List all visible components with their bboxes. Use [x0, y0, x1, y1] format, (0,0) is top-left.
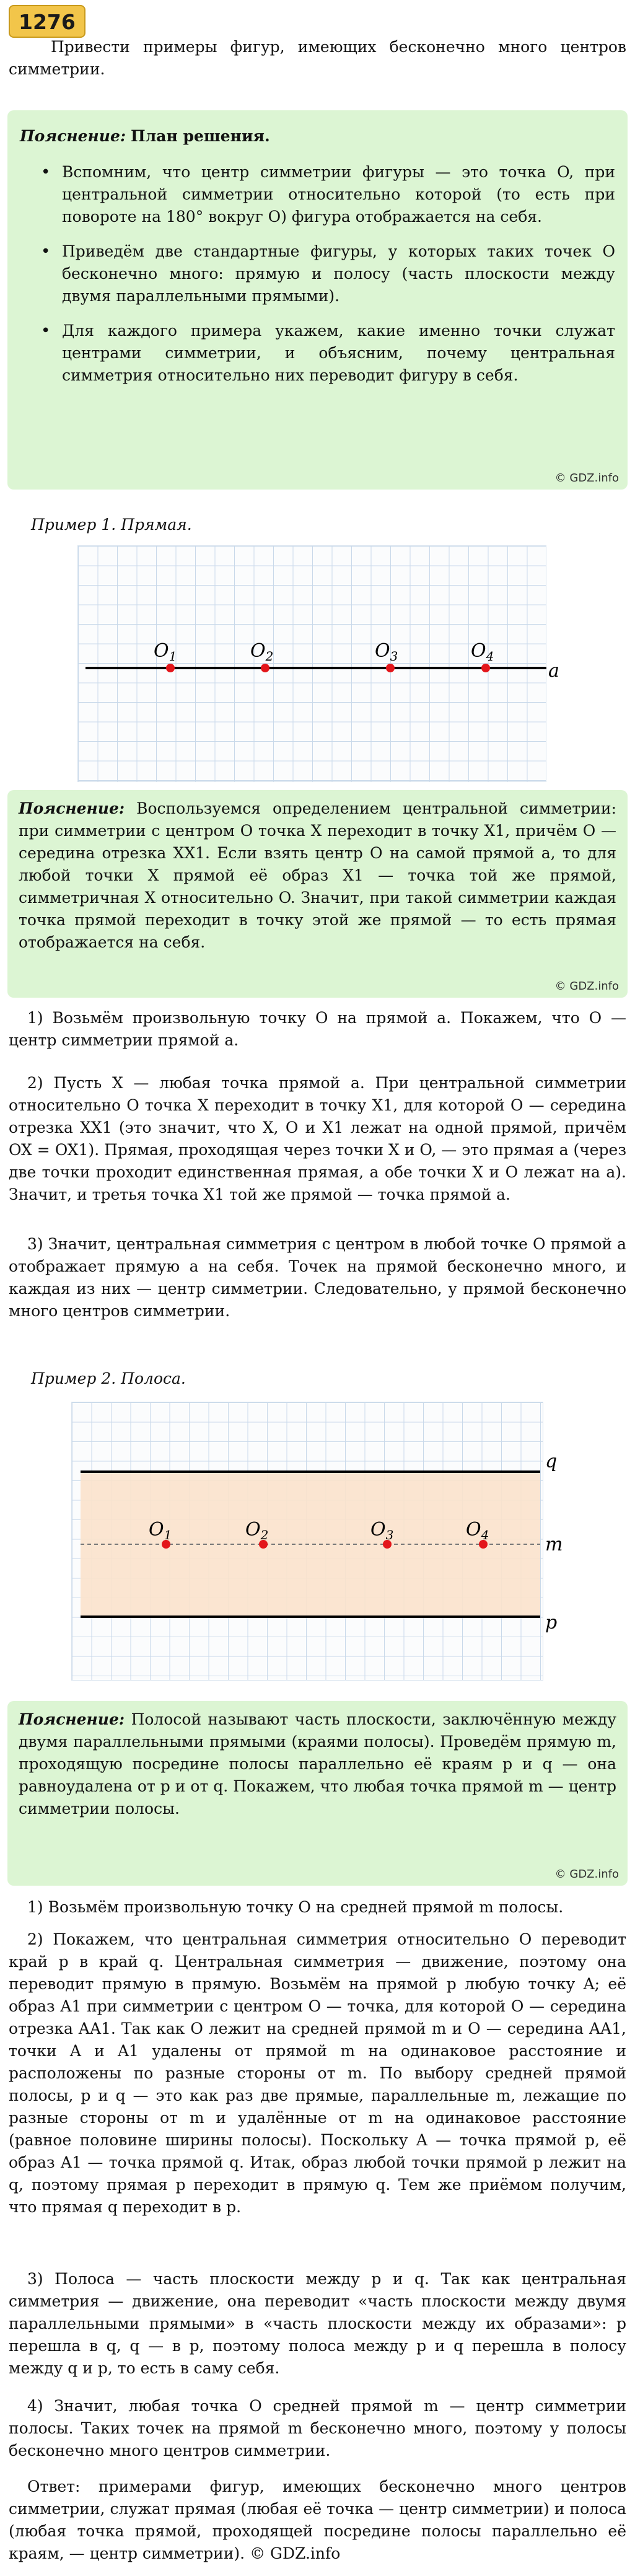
task-number-badge: 1276	[9, 5, 85, 38]
note-line	[7, 790, 628, 998]
point-o3	[386, 664, 395, 672]
label-o3: $O_3$	[370, 1519, 394, 1542]
answer: Ответ: примерами фигур, имеющих бесконечно много центров симметрии, служат прямая (любая её точка — центр симметрии) и полоса (любая точка прямой, проходящей посредине полосы параллельно её краям, — центр симметрии). © GDZ.info	[9, 2477, 626, 2562]
plan-item: • Приведём две стандартные фигуры, у которых таких точек O бесконечно много: прямую и полосу (часть плоскости между двумя параллельными прямыми).	[20, 240, 615, 307]
point-o4	[481, 664, 490, 672]
note-strip	[7, 1701, 628, 1886]
credit: © GDZ.info	[554, 980, 619, 993]
solution1-step: 2) Пусть X — любая точка прямой a. При центральной симметрии относительно O точка X переходит в точку X1, для которой O — середина отрезка XX1 (это значит, что X, O и X1 лежат на одной прямой, причём OX = OX1). Прямая, проходящая через точки X и O, — это прямая a (через две точки проходит единственная прямая, а обе точки X и O лежат на a). Значит, и третья точка X1 той же прямой — точка прямой a.	[9, 1074, 626, 1203]
label-q: q	[545, 1451, 558, 1472]
label-o1: $O_1$	[149, 1519, 172, 1542]
point-o1	[166, 664, 175, 672]
solution1-step: 3) Значит, центральная симметрия с центром в любой точке O прямой a отображает прямую a на себя. Точек на прямой бесконечно много, и каждая из них — центр симметрии. Следовательно, у прямой бесконечно много центров симметрии.	[9, 1235, 626, 1320]
note-lead: Пояснение:	[19, 1710, 125, 1728]
solution2-step: 2) Покажем, что центральная симметрия относительно O переводит край p в край q. Центральная симметрия — движение, поэтому она переводит прямую в прямую. Возьмём на прямой p любую точку A; её образ A1 при симметрии с центром O — точка, для которой O — середина отрезка AA1. Так как O лежит на средней прямой m и O — середина AA1, точки A и A1 удалены от прямой m на одинаковое расстояние и расположены по разные стороны от m. По выбору средней прямой полосы, p и q — это как раз две прямые, параллельные m, лежащие по разные стороны от m и удалённые от m на одинаковое расстояние (равное половине ширины полосы). Поскольку A — точка прямой p, её образ A1 — точка прямой q. Итак, образ любой точки прямой p лежит на q, поэтому прямая p переходит в прямую q. Тем же приёмом получим, что прямая q переходит в p.	[9, 1930, 626, 2216]
example2-drawing	[0, 1394, 635, 1692]
label-m: m	[545, 1534, 563, 1555]
label-o4: $O_4$	[466, 1519, 489, 1542]
example1-title: Пример 1. Прямая.	[31, 516, 192, 534]
solution2-step: 1) Возьмём произвольную точку O на средней прямой m полосы.	[27, 1898, 564, 1916]
label-o2: $O_2$	[245, 1519, 269, 1542]
note-line-text	[19, 798, 616, 954]
label-o4: $O_4$	[471, 640, 494, 664]
label-o3: $O_3$	[375, 640, 398, 664]
example2-title: Пример 2. Полоса.	[31, 1369, 186, 1387]
note-lead: Пояснение:	[20, 127, 126, 145]
note-body: Полосой называют часть плоскости, заключённую между двумя параллельными прямыми (краями полосы). Проведём прямую m, проходящую посредине полосы параллельно её краям p и q — она равноудалена от p и от q. Покажем, что любая точка прямой m — центр симметрии полосы.	[19, 1710, 616, 1818]
solution2-step: 4) Значит, любая точка O средней прямой m — центр симметрии полосы. Таких точек на прямой m бесконечно много, поэтому у полосы бесконечно много центров симметрии.	[9, 2397, 626, 2460]
label-o2: $O_2$	[250, 640, 274, 664]
line-a-label: a	[548, 660, 559, 682]
solution2-step: 3) Полоса — часть плоскости между p и q. Так как центральная симметрия — движение, она переводит «часть плоскости между двумя параллельными прямыми» в «часть плоскости между их образами»: p перешла в q, q — в p, поэтому полоса между p и q перешла в полосу между q и p, то есть в саму себя.	[9, 2270, 626, 2377]
solution1-step: 1) Возьмём произвольную точку O на прямой a. Покажем, что O — центр симметрии прямой a.	[9, 1009, 626, 1049]
credit: © GDZ.info	[554, 472, 619, 485]
task-text: Привести примеры фигур, имеющих бесконечно много центров симметрии.	[9, 38, 626, 78]
note-strip-text	[19, 1708, 616, 1820]
note-lead: Пояснение:	[19, 799, 125, 817]
example1-drawing	[0, 0, 635, 806]
note-plan-title: План решения.	[131, 127, 270, 145]
plan-item: • Для каждого примера укажем, какие именно точки служат центрами симметрии, и объясним, почему центральная симметрия относительно них переводит фигуру в себя.	[20, 320, 615, 387]
note-body: Воспользуемся определением центральной симметрии: при симметрии с центром O точка X переходит в точку X1, причём O — середина отрезка XX1. Если взять центр O на самой прямой a, то для любой точки X прямой её образ X1 — точка той же прямой, симметричная X относительно O. Значит, при такой симметрии каждая точка прямой переходит в точку этой же прямой — то есть прямая отображается на себя.	[19, 799, 616, 951]
plan-item: • Вспомним, что центр симметрии фигуры — это точка O, при центральной симметрии относительно которой (то есть при повороте на 180° вокруг O) фигура отображается на себя.	[20, 161, 615, 228]
label-o1: $O_1$	[154, 640, 177, 664]
credit: © GDZ.info	[554, 1868, 619, 1881]
point-o2	[261, 664, 269, 672]
label-p: p	[545, 1612, 558, 1633]
